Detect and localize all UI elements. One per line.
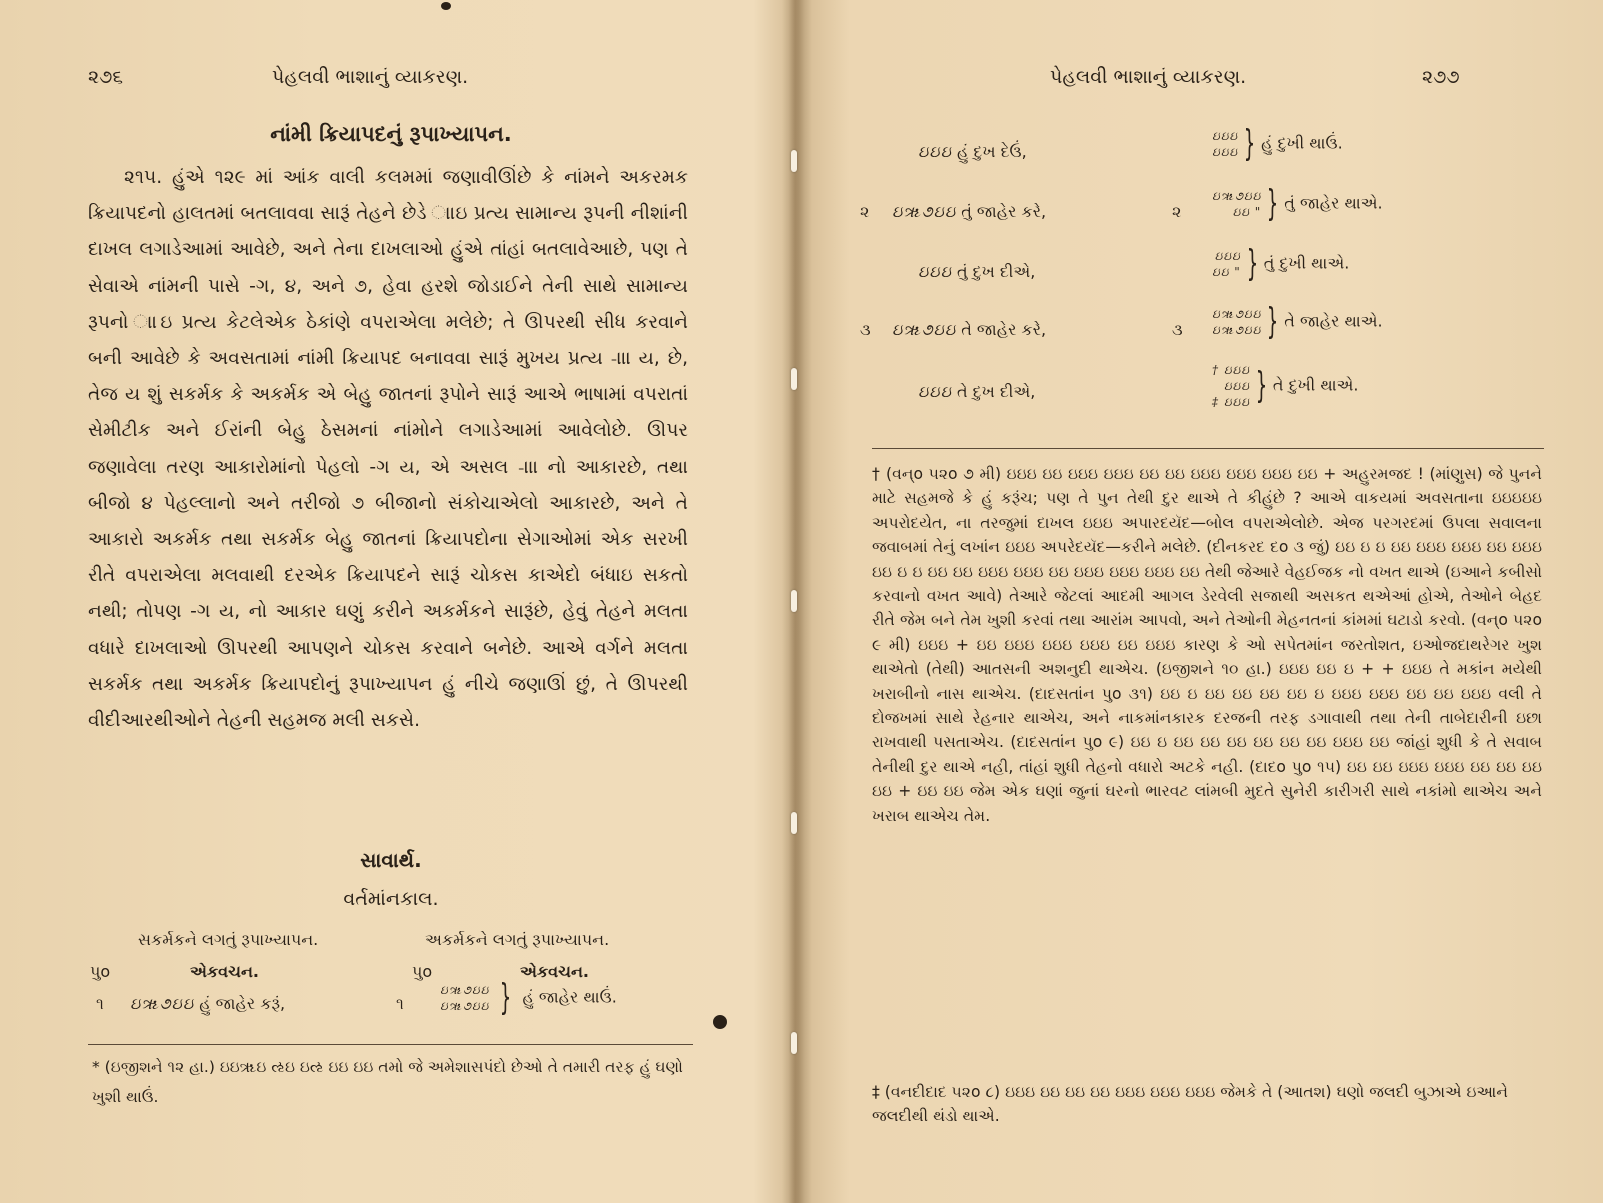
- pahlavi-word: † ઇઇઇ: [1212, 363, 1250, 377]
- pahlavi-stack: [1212, 188, 1261, 220]
- left-page: [0, 0, 782, 1203]
- pahlavi-stack: [1212, 306, 1261, 338]
- pahlavi-word: ઇૠ૭ઇઇ: [130, 994, 195, 1013]
- paradigm-title: સાવાર્થ.: [360, 848, 422, 872]
- pahlavi-word: ઇૠ૭ઇઇ: [440, 999, 490, 1013]
- paragraph-text: ૨૧૫. હુંએ ૧૨૯ માં આંક વાલી કલમમાં જણાવીઊંછે કે નાંમને અકરમક ક્રિયાપદનો હાલતમાં બતલાવવા સારૂં તેહને છેડે ાાઇ પ્રત્ય સામાન્ય રૂપની નીશાંની દાખલ લગાડેઆમાં આવેછે, અને તેના દાખલાઓ હુંએ તાંહાં બતલાવેઆછે, પણ તે સેવાએ નાંમની પાસે -ગ, ૪, અને ૭, હેવા હરશે જોડાઈને તેની સાથે સામાન્ય રૂપનો ાાઇ પ્રત્ય કેટલેએક ઠેકાંણે વપરાએલા મલેછે; તે ઊપરથી સીધ કરવાને બની આવેછે કે અવસતામાં નાંમી ક્રિયાપદ બનાવવા સારૂં મુખય પ્રત્ય -ાાા ય, છે, તેજ ય શું સકર્મક કે અકર્મક એ બેહુ જાતનાં રૂપોને સારૂં આએ ભાષામાં વપરાતાં સેમીટીક અને ઈરાંની બેહુ ઠેસમનાં નાંમોને લગાડેઆમાં આવેલોછે. ઊપર જણાવેલા તરણ આકારોમાંનો પેહલો -ગ ય, એ અસલ -ાાા નો આકારછે, તથા બીજો ૪ પેહલ્લાનો અને તરીજો ૭ બીજાનો સંકોચાએલો આકારછે, અને તે આકારો અકર્મક તથા સકર્મક બેહુ જાતનાં ક્રિયાપદોના સેગાઓમાં એક સરખી રીતે વપરાએલા મલવાથી દરએક ક્રિયાપદને સારૂં ચોકસ કાએદો બંધાઇ સકતો નથી; તોપણ -ગ ય, નો આકાર ઘણું કરીને અકર્મકને સારૂંછે, હેવું તેહને મલતા વધારે દાખલાઓ ઊપરથી આપણને ચોકસ કરવાને બનેછે. આએ વર્ગને મલતા સકર્મક તથા અકર્મક ક્રિયાપદોનું રૂપાખ્યાપન હું નીચે જણાઊં છું, તે ઊપરથી વીદીઆરથીઓને તેહની સહમજ મલી સકસે.: [88, 167, 688, 732]
- binding-stitch: [791, 368, 797, 390]
- transitive-form: [892, 202, 1046, 222]
- pahlavi-word: ઇઇઇ: [1212, 129, 1239, 143]
- section-title: નાંમી ક્રિયાપદનું રૂપાખ્યાપન.: [270, 122, 512, 146]
- gloss: તું જાહેર કરે,: [961, 202, 1047, 221]
- binding-stitch: [791, 150, 797, 172]
- pahlavi-word: ઇઇઇ: [918, 262, 952, 281]
- brace-icon: }: [500, 977, 512, 1018]
- transitive-form: [918, 142, 1027, 162]
- right-page-number: ૨૭૭: [1422, 66, 1460, 88]
- pahlavi-word: ઇઇ ": [1232, 205, 1262, 219]
- intransitive-form: [1212, 301, 1383, 342]
- row1-left: [130, 994, 285, 1014]
- brace-icon: }: [1267, 183, 1279, 224]
- pahlavi-word: ઇઇઇ: [918, 382, 952, 401]
- gloss: તું દુખી થાએ.: [1263, 253, 1350, 273]
- gloss: હું જાહેર થાઉં.: [522, 987, 617, 1007]
- book-gutter: [782, 0, 812, 1203]
- brace-icon: }: [1243, 123, 1256, 164]
- row-number: ૩: [860, 320, 871, 339]
- right-footnote-1: † (વન્o ૫૨o ૭ મી) ઇઇઇ ઇઇ ઇઇઇ ઇઇઇ ઇઇ ઇઇ ઇઇઇ ઇઇઇ ઇઇઇ ઇઇ + અહુરમજદ ! (માંણુસ) જે પુનને માટે સહમજે કે હું કરૂંચ; પણ તે પુન તેથી દુર થાએ તે કીહુંછે ? આએ વાકયમાં અવસતાના ઇઇઇઇઇ અપરોદયેત, ના તરજુમાં દાખલ ઇઇઇ અપારદયૅદ—બોલ વપરાએલોછે. એજ પરગરદમાં ઉપલા સવાલના જવાબમાં તેનું લખાંન ઇઇઇ અપરેદયૅદ—કરીને મલેછે. (દીનકરદ દo ૩ જું) ઇઇ ઇ ઇ ઇઇ ઇઇઇ ઇઇઇ ઇઇ ઇઇઇ ઇઇ ઇ ઇ ઇઇ ઇઇ ઇઇઇ ઇઇઇ ઇઇ ઇઇઇ ઇઇઇ ઇઇઇ ઇઇ તેથી જેઆરે વેહઈજક નો વખત થાએ (ઇઆને કબીસો કરવાનો વખત આવે) તેઆરે જેટલાં આદમી આગલ ડેરવેલી સજાથી અસકત થએઆં હોએ, તેઓને બેહદ રીતે જેમ બને તેમ ખુશી કરવાં તથા આરાંમ આપવો, અને તેઓની મેહનતનાં કાંમમાં ઘટાડો કરવો. (વન્o ૫૨o ૯ મી) ઇઇઇ + ઇઇ ઇઇઇ ઇઇઇ ઇઇઇ ઇઇ ઇઇઇ કારણ કે ઓ સપેતમાંન જરતોશત, ઇઓજદાથરેગર ખુશ થાએતો (તેથી) આતસની અશનુદી થાએચ. (ઇજીશને ૧૦ હા.) ઇઇઇ ઇઇ ઇ + + ઇઇઇ તે મકાંન મયેથી ખરાબીનો નાસ થાએચ. (દાદસતાંન પુo ૩૧) ઇઇ ઇ ઇઇ ઇઇ ઇઇ ઇઇ ઇ ઇઇઇ ઇઇઇ ઇઇ ઇઇ ઇઇઇ વલી તે દોજખમાં સાથે રેહનાર થાએચ, અને નાકમાંનકારક દરજની તરફ ડગાવાથી તથા તેની તાબેદારીની ઇછા રાખવાથી પસતાએચ. (દાદસતાંન પુo ૯) ઇઇ ઇ ઇઇ ઇઇ ઇઇ ઇઇ ઇઇ ઇઇ ઇઇઇ ઇઇ જાંહાં શુધી કે તે સવાબ તેનીથી દુર થાએ નહી, તાંહાં શુધી તેહનો વધારો અટકે નહી. (દાદo પુo ૧૫) ઇઇ ઇઇ ઇઇઇ ઇઇઇ ઇઇ ઇઇ ઇઇ ઇઇ + ઇઇ ઇઇ જેમ એક ઘણાં જુનાં ઘરનો ભારવટ લાંમબી મુદતે સુનેરી કારીગરી સાથે નકાંમો થાએચ અને ખરાબ થાએચ તેમ.: [872, 465, 1542, 825]
- pahlavi-word: ઇૠ૭ઇઇ: [1212, 323, 1262, 337]
- pahlavi-word: ઇઇઇ: [918, 142, 952, 161]
- row-number: ૨: [860, 202, 870, 221]
- transitive-form: [892, 320, 1046, 340]
- pahlavi-word: ઇઇઇ: [1223, 379, 1250, 393]
- footnote-rule: [872, 448, 1544, 449]
- intransitive-form: [1212, 123, 1343, 164]
- right-running-title: પેહલવી ભાશાનું વ્યાકરણ.: [1050, 66, 1247, 88]
- col-header-transitive: સકર્મકને લગતું રૂપાખ્યાપન.: [138, 930, 319, 949]
- pahlavi-stack: [1212, 362, 1250, 410]
- number-singular-right: એકવચન.: [520, 962, 589, 981]
- binding-stitch: [791, 812, 797, 834]
- row1-num-right: ૧: [396, 994, 404, 1013]
- left-footnote: * (ઇજીશને ૧૨ હા.) ઇઇૠઇ ઌઇ ઇઌ ઇઇ ઇઇ તમો જે અમેશાસપંદો છેઓ તે તમારી તરફ હું ઘણો ખુશી થાઉં.: [92, 1058, 683, 1106]
- transitive-form: [918, 262, 1035, 282]
- brace-icon: }: [1246, 243, 1258, 284]
- pahlavi-word: ઇૠ૭ઇઇ: [1212, 307, 1262, 321]
- row1-right: [440, 977, 617, 1018]
- brace-icon: }: [1255, 365, 1268, 406]
- ink-spot: [713, 1015, 727, 1029]
- intransitive-form: [1212, 362, 1359, 410]
- pahlavi-word: ઇઇઇ: [1214, 249, 1241, 263]
- pahlavi-word: ઇઇઇ: [1212, 145, 1239, 159]
- gloss: તે દુખ દીએ,: [956, 382, 1036, 401]
- pahlavi-word: ઇૠ૭ઇઇ: [1212, 189, 1262, 203]
- row-number-right: ૩: [1172, 320, 1183, 339]
- gloss: તું દુખ દીએ,: [956, 262, 1036, 281]
- right-page: [812, 0, 1603, 1203]
- brace-icon: }: [1267, 301, 1279, 342]
- pahlavi-stack: [1212, 248, 1241, 280]
- col-header-intransitive: અકર્મકને લગતું રૂપાખ્યાપન.: [425, 930, 610, 949]
- pahlavi-word: ઇૠ૭ઇઇ: [440, 983, 490, 997]
- binding-stitch: [791, 590, 797, 612]
- gloss: તે જાહેર કરે,: [961, 320, 1047, 339]
- person-label: પુo: [90, 962, 111, 981]
- binding-stitch: [791, 1032, 797, 1054]
- person-label-right: પુo: [412, 962, 433, 981]
- tense-title: વર્તમાંનકાલ.: [343, 888, 439, 910]
- transitive-form: [918, 382, 1035, 402]
- intransitive-form: [1212, 183, 1383, 224]
- row-number-right: ૨: [1172, 202, 1182, 221]
- pahlavi-word: ‡ ઇઇઇ: [1212, 395, 1250, 409]
- ink-spot: [441, 2, 451, 10]
- left-page-number: ૨૭૬: [88, 66, 123, 88]
- gloss: હું દુખ દેઉં,: [956, 142, 1027, 161]
- main-paragraph: [88, 160, 688, 739]
- pahlavi-word: ઇૠ૭ઇઇ: [892, 202, 957, 221]
- gloss: તું જાહેર થાએ.: [1284, 193, 1383, 213]
- pahlavi-stack: [440, 982, 489, 1014]
- pahlavi-word: ઇઇ ": [1212, 265, 1241, 279]
- row1-num-left: ૧: [96, 994, 104, 1013]
- number-singular-left: એકવચન.: [190, 962, 259, 981]
- gloss: હું જાહેર કરૂં,: [199, 994, 286, 1013]
- pahlavi-word: ઇૠ૭ઇઇ: [892, 320, 957, 339]
- footnote-rule: [88, 1044, 693, 1045]
- left-running-title: પેહલવી ભાશાનું વ્યાકરણ.: [272, 66, 469, 88]
- gloss: તે દુખી થાએ.: [1272, 375, 1359, 395]
- right-footnote-2: ‡ (વનદીદાદ ૫૨o ૮) ઇઇઇ ઇઇ ઇઇ ઇઇ ઇઇઇ ઇઇઇ ઇઇઇ જેમકે તે (આતશ) ઘણો જલદી બુઝાએ ઇઆને જલદીથી થંડો થાએ.: [872, 1083, 1509, 1126]
- gloss: હું દુખી થાઉં.: [1261, 133, 1343, 153]
- intransitive-form: [1212, 243, 1350, 284]
- gloss: તે જાહેર થાએ.: [1284, 311, 1383, 331]
- pahlavi-stack: [1212, 128, 1238, 160]
